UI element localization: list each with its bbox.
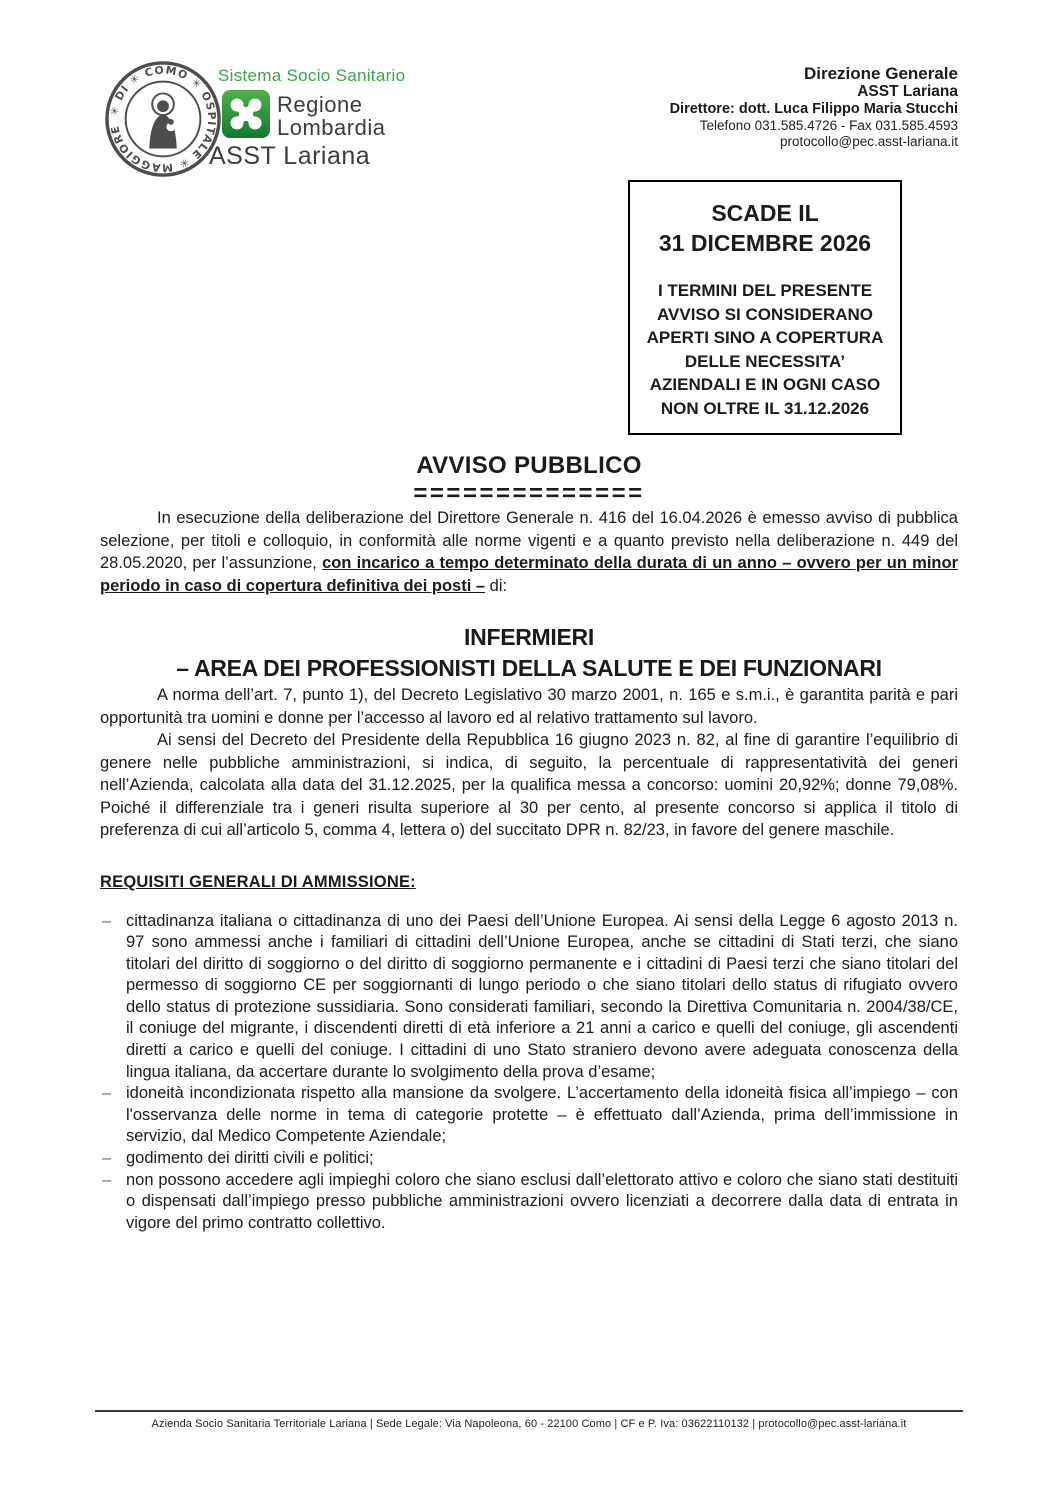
requirement-text: godimento dei diritti civili e politici;	[126, 1149, 374, 1168]
seal-figure	[149, 93, 177, 148]
pec-email: protocollo@pec.asst-lariana.it	[779, 134, 958, 149]
requirement-text: non possono accedere agli impieghi coloro che siano esclusi dall’elettorato attivo e coloro che siano stati destituiti o dispensati dall’impiego presso pubbliche amministrazioni ovvero licenziati a decorrere dalla data di entrata in vigore del primo contratto collettivo.	[126, 1170, 958, 1232]
page-title: AVVISO PUBBLICO	[416, 452, 642, 479]
regione-line1: Regione	[277, 92, 363, 117]
deadline-note-line5: AZIENDALI E IN OGNI CASO	[649, 375, 881, 394]
role-heading	[100, 622, 958, 684]
intro-pre: In esecuzione della deliberazione del Direttore Generale n. 416 del 16.04.2026 è emesso avviso di pubblica selezione, per titoli e colloquio, in conformità alle norme vigenti e a quanto previsto nella deliberazione n. 449 del 28.05.2020, per l’assunzione,	[100, 509, 958, 572]
seal-svg	[104, 60, 222, 178]
bullet-dash-icon: –	[102, 1084, 112, 1103]
telefono-fax: Telefono 031.585.4726 - Fax 031.585.4593	[699, 118, 958, 133]
bullet-dash-icon: –	[102, 1170, 112, 1189]
rosa-camuna-icon	[222, 90, 270, 143]
role-line2: – AREA DEI PROFESSIONISTI DELLA SALUTE E DEI FUNZIONARI	[176, 655, 882, 681]
asst-lariana-wordmark: ASST Lariana	[209, 142, 371, 170]
equal-opportunity-paragraph: A norma dell’art. 7, punto 1), del Decreto Legislativo 30 marzo 2001, n. 165 e s.m.i., è garantita parità e pari opportunità tra uomini e donne per l’accesso al lavoro ed al relativo trattamento sul lavoro.	[100, 686, 958, 727]
deadline-title	[636, 198, 894, 258]
requirement-text: idoneità incondizionata rispetto alla mansione da svolgere. L’accertamento della idoneità fisica all’impiego – con l'osservanza delle norme in tema di categorie protette – è effettuato dall’Azienda, prima dell’immissione in servizio, dal Medico Competente Aziendale;	[126, 1084, 958, 1146]
deadline-box	[628, 180, 902, 435]
direttore-name: Direttore: dott. Luca Filippo Maria Stucchi	[669, 101, 958, 117]
list-item	[100, 1148, 958, 1170]
list-item	[100, 1170, 958, 1235]
title-underline-rule: ==============	[413, 480, 645, 507]
intro-emphasis: con incarico a tempo determinato della durata di un anno – ovvero per un minor periodo in caso di copertura definitiva dei posti –	[100, 554, 959, 595]
direzione-asst: ASST Lariana	[857, 83, 958, 100]
bullet-dash-icon: –	[102, 1149, 112, 1168]
role-line1: INFERMIERI	[464, 624, 594, 650]
deadline-title-line1: SCADE IL	[711, 200, 819, 226]
requirement-text: cittadinanza italiana o cittadinanza di uno dei Paesi dell’Unione Europea. Ai sensi della Legge 6 agosto 2013 n. 97 sono ammessi anche i familiari di cittadini dell’Unione Europea, anche se cittadini di Stati terzi, che siano titolari del diritto di soggiorno o del diritto di soggiorno permanente e i cittadini di Paesi terzi che siano titolari del permesso di soggiorno CE per soggiornanti di lungo periodo o che siano titolari dello status di rifugiato ovvero dello status di protezione sussidiaria. Sono considerati familiari, secondo la Direttiva Comunitaria n. 2004/38/CE, il coniuge del migrante, i discendenti diretti di età inferiore a 21 anni a carico e quelli del coniuge, gli ascendenti diretti a carico e quelli del coniuge. I cittadini di uno Stato straniero devono avere adeguata conoscenza della lingua italiana, da accertare durante lo svolgimento della prova d’esame;	[126, 911, 958, 1081]
regione-line2: Lombardia	[277, 115, 386, 140]
ospedale-maggiore-seal-icon	[104, 60, 222, 183]
bullet-dash-icon: –	[102, 911, 112, 930]
deadline-note-line4: DELLE NECESSITA’	[684, 351, 846, 371]
list-item	[100, 911, 958, 1084]
direzione-title: Direzione Generale	[803, 64, 958, 83]
seal-rim-text: ✳ DI ✳ COMO ✳ OSPITALE ✳ MAGGIORE	[107, 63, 219, 175]
direzione-generale-block	[670, 64, 958, 150]
deadline-note-line6: NON OLTRE IL 31.12.2026	[660, 398, 870, 418]
deadline-title-line2: 31 DICEMBRE 2026	[658, 230, 872, 256]
deadline-note-line2: AVVISO SI CONSIDERANO	[657, 304, 873, 324]
intro-post: di:	[485, 576, 508, 595]
deadline-note-line3: APERTI SINO A COPERTURA	[646, 328, 884, 347]
page-footer: Azienda Socio Sanitaria Territoriale Lariana | Sede Legale: Via Napoleona, 60 - 22100 Como | CF e P. Iva: 03622110132 | protocollo@pec.asst-lariana.it	[95, 1410, 963, 1430]
regione-lombardia-wordmark	[277, 93, 385, 139]
deadline-note	[636, 279, 894, 420]
intro-paragraph	[100, 507, 958, 597]
requirements-list	[100, 911, 958, 1235]
deadline-note-line1: I TERMINI DEL PRESENTE	[657, 281, 873, 300]
document-body	[100, 452, 958, 1234]
sistema-socio-sanitario-label: Sistema Socio Sanitario	[218, 66, 406, 85]
gender-representation-paragraph: Ai sensi del Decreto del Presidente della Repubblica 16 giugno 2023 n. 82, al fine di garantire l’equilibrio di genere nelle pubbliche amministrazioni, si indica, di seguito, la percentuale di rappresentatività dei generi nell’Azienda, calcolata alla data del 31.12.2025, per la qualifica messa a concorso: uomini 20,92%; donne 79,08%. Poiché il differenziale tra i generi risulta superiore al 30 per cento, al presente concorso si applica il titolo di preferenza di cui all’articolo 5, comma 4, lettera o) del succitato DPR n. 82/23, in favore del genere maschile.	[100, 731, 958, 839]
list-item	[100, 1083, 958, 1148]
requirements-heading: REQUISITI GENERALI DI AMMISSIONE:	[100, 872, 416, 891]
